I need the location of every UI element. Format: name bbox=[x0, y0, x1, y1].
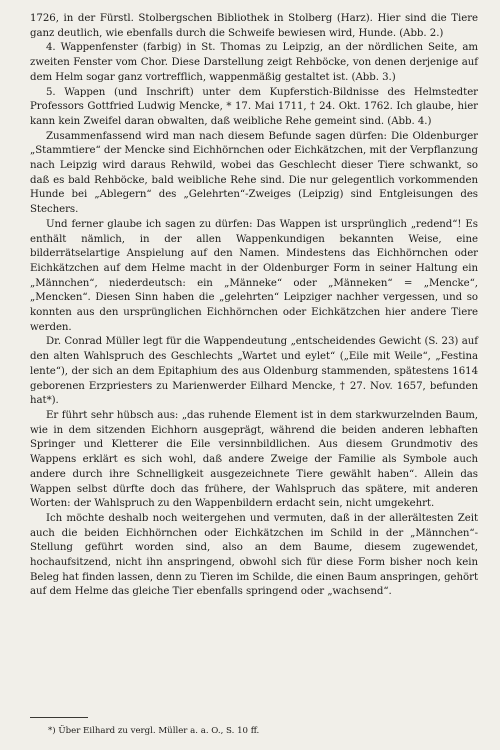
paragraph: 5. Wappen (und Inschrift) unter dem Kupferstich-Bildnisse des Helmstedter Professors Gottfried Ludwig Mencke, * 17. Mai 1711, † 24. Okt. 1762. Ich glaube, hier kann kein Zweifel daran obwalten, daß weibliche Rehe gemeint sind. (Abb. 4.) bbox=[30, 86, 478, 127]
paragraph: 4. Wappenfenster (farbig) in St. Thomas zu Leipzig, an der nördlichen Seite, am zweiten Fenster vom Chor. Diese Darstellung zeigt Rehböcke, von denen derjenige auf dem Helm sogar ganz vortrefflich, wappenmäßig gestaltet ist. (Abb. 3.) bbox=[30, 42, 478, 83]
paragraph: Dr. Conrad Müller legt für die Wappendeutung „entscheidendes Gewicht (S. 23) auf den alten Wahlspruch des Geschlechts „Wartet und eylet“ („Eile mit Weile“, „Festina lente“), der sich an dem Epitaphium des aus Oldenburg stammenden, spätestens 1614 geborenen Erzpriesters zu Marienwerder Eilhard Mencke, † 27. Nov. 1657, befunden hat*). bbox=[30, 336, 478, 407]
footnote-divider bbox=[30, 717, 88, 718]
paragraph: 1726, in der Fürstl. Stolbergschen Bibliothek in Stolberg (Harz). Hier sind die Tiere ganz deutlich, wie ebenfalls durch die Schweife bewiesen wird, Hunde. (Abb. 2.) bbox=[30, 13, 478, 39]
paragraph: Und ferner glaube ich sagen zu dürfen: Das Wappen ist ursprünglich „redend“! Es enthält nämlich, in der allen Wappenkundigen bekannten Weise, eine bilderrätselartige Anspielung auf den Namen. Mindestens das Eichhörnchen oder Eichkätzchen auf dem Helme macht in der Oldenburger Form in seiner Haltung ein „Männchen“, niederdeutsch: ein „Männeke“ oder „Männeken“ = „Mencke“, „Mencken“. Diesen Sinn haben die „gelehrten“ Leipziger nachher vergessen, und so konnten aus den ursprünglichen Eichhörnchen oder Eichkätzchen hier andere Tiere werden. bbox=[30, 218, 478, 333]
footnote: *) Über Eilhard zu vergl. Müller a. a. O., S. 10 ff. bbox=[48, 726, 260, 736]
paragraph: Zusammenfassend wird man nach diesem Befunde sagen dürfen: Die Oldenburger „Stammtiere“ der Mencke sind Eichhörnchen oder Eichkätzchen, mit der Verpflanzung nach Leipzig wird daraus Rehwild, wobei das Geschlecht dieser Tiere schwankt, so daß es bald Rehböcke, bald weibliche Rehe sind. Die nur gelegentlich vorkommenden Hunde bei „Ablegern“ des „Gelehrten“-Zweiges (Leipzig) sind Entgleisungen des Stechers. bbox=[30, 130, 478, 216]
paragraph: Er führt sehr hübsch aus: „das ruhende Element ist in dem starkwurzelnden Baum, wie in dem sitzenden Eichhorn ausgeprägt, während die beiden anderen lebhaften Springer und Kletterer die Eile versinnbildlichen. Aus diesem Grundmotiv des Wappens erklärt es sich wohl, daß andere Zweige der Familie als Symbole auch andere durch ihre Schnelligkeit ausgezeichnete Tiere gewählt haben“. Allein das Wappen selbst dürfte doch das frühere, der Wahlspruch das spätere, mit anderen Worten: der Wahlspruch zu den Wappenbildern erdacht sein, nicht umgekehrt. bbox=[30, 409, 478, 510]
body-text bbox=[30, 12, 478, 600]
paragraph: Ich möchte deshalb noch weitergehen und vermuten, daß in der allerältesten Zeit auch die beiden Eichhörnchen oder Eichkätzchen im Schild in der „Männchen“-Stellung geführt worden sind, also an dem Baume, diesem zugewendet, hochaufsitzend, nicht ihn anspringend, obwohl sich für diese Form bisher noch kein Beleg hat finden lassen, denn zu Tieren im Schilde, die einen Baum anspringen, gehört auf dem Helme das gleiche Tier ebenfalls springend oder „wachsend“. bbox=[30, 512, 478, 598]
